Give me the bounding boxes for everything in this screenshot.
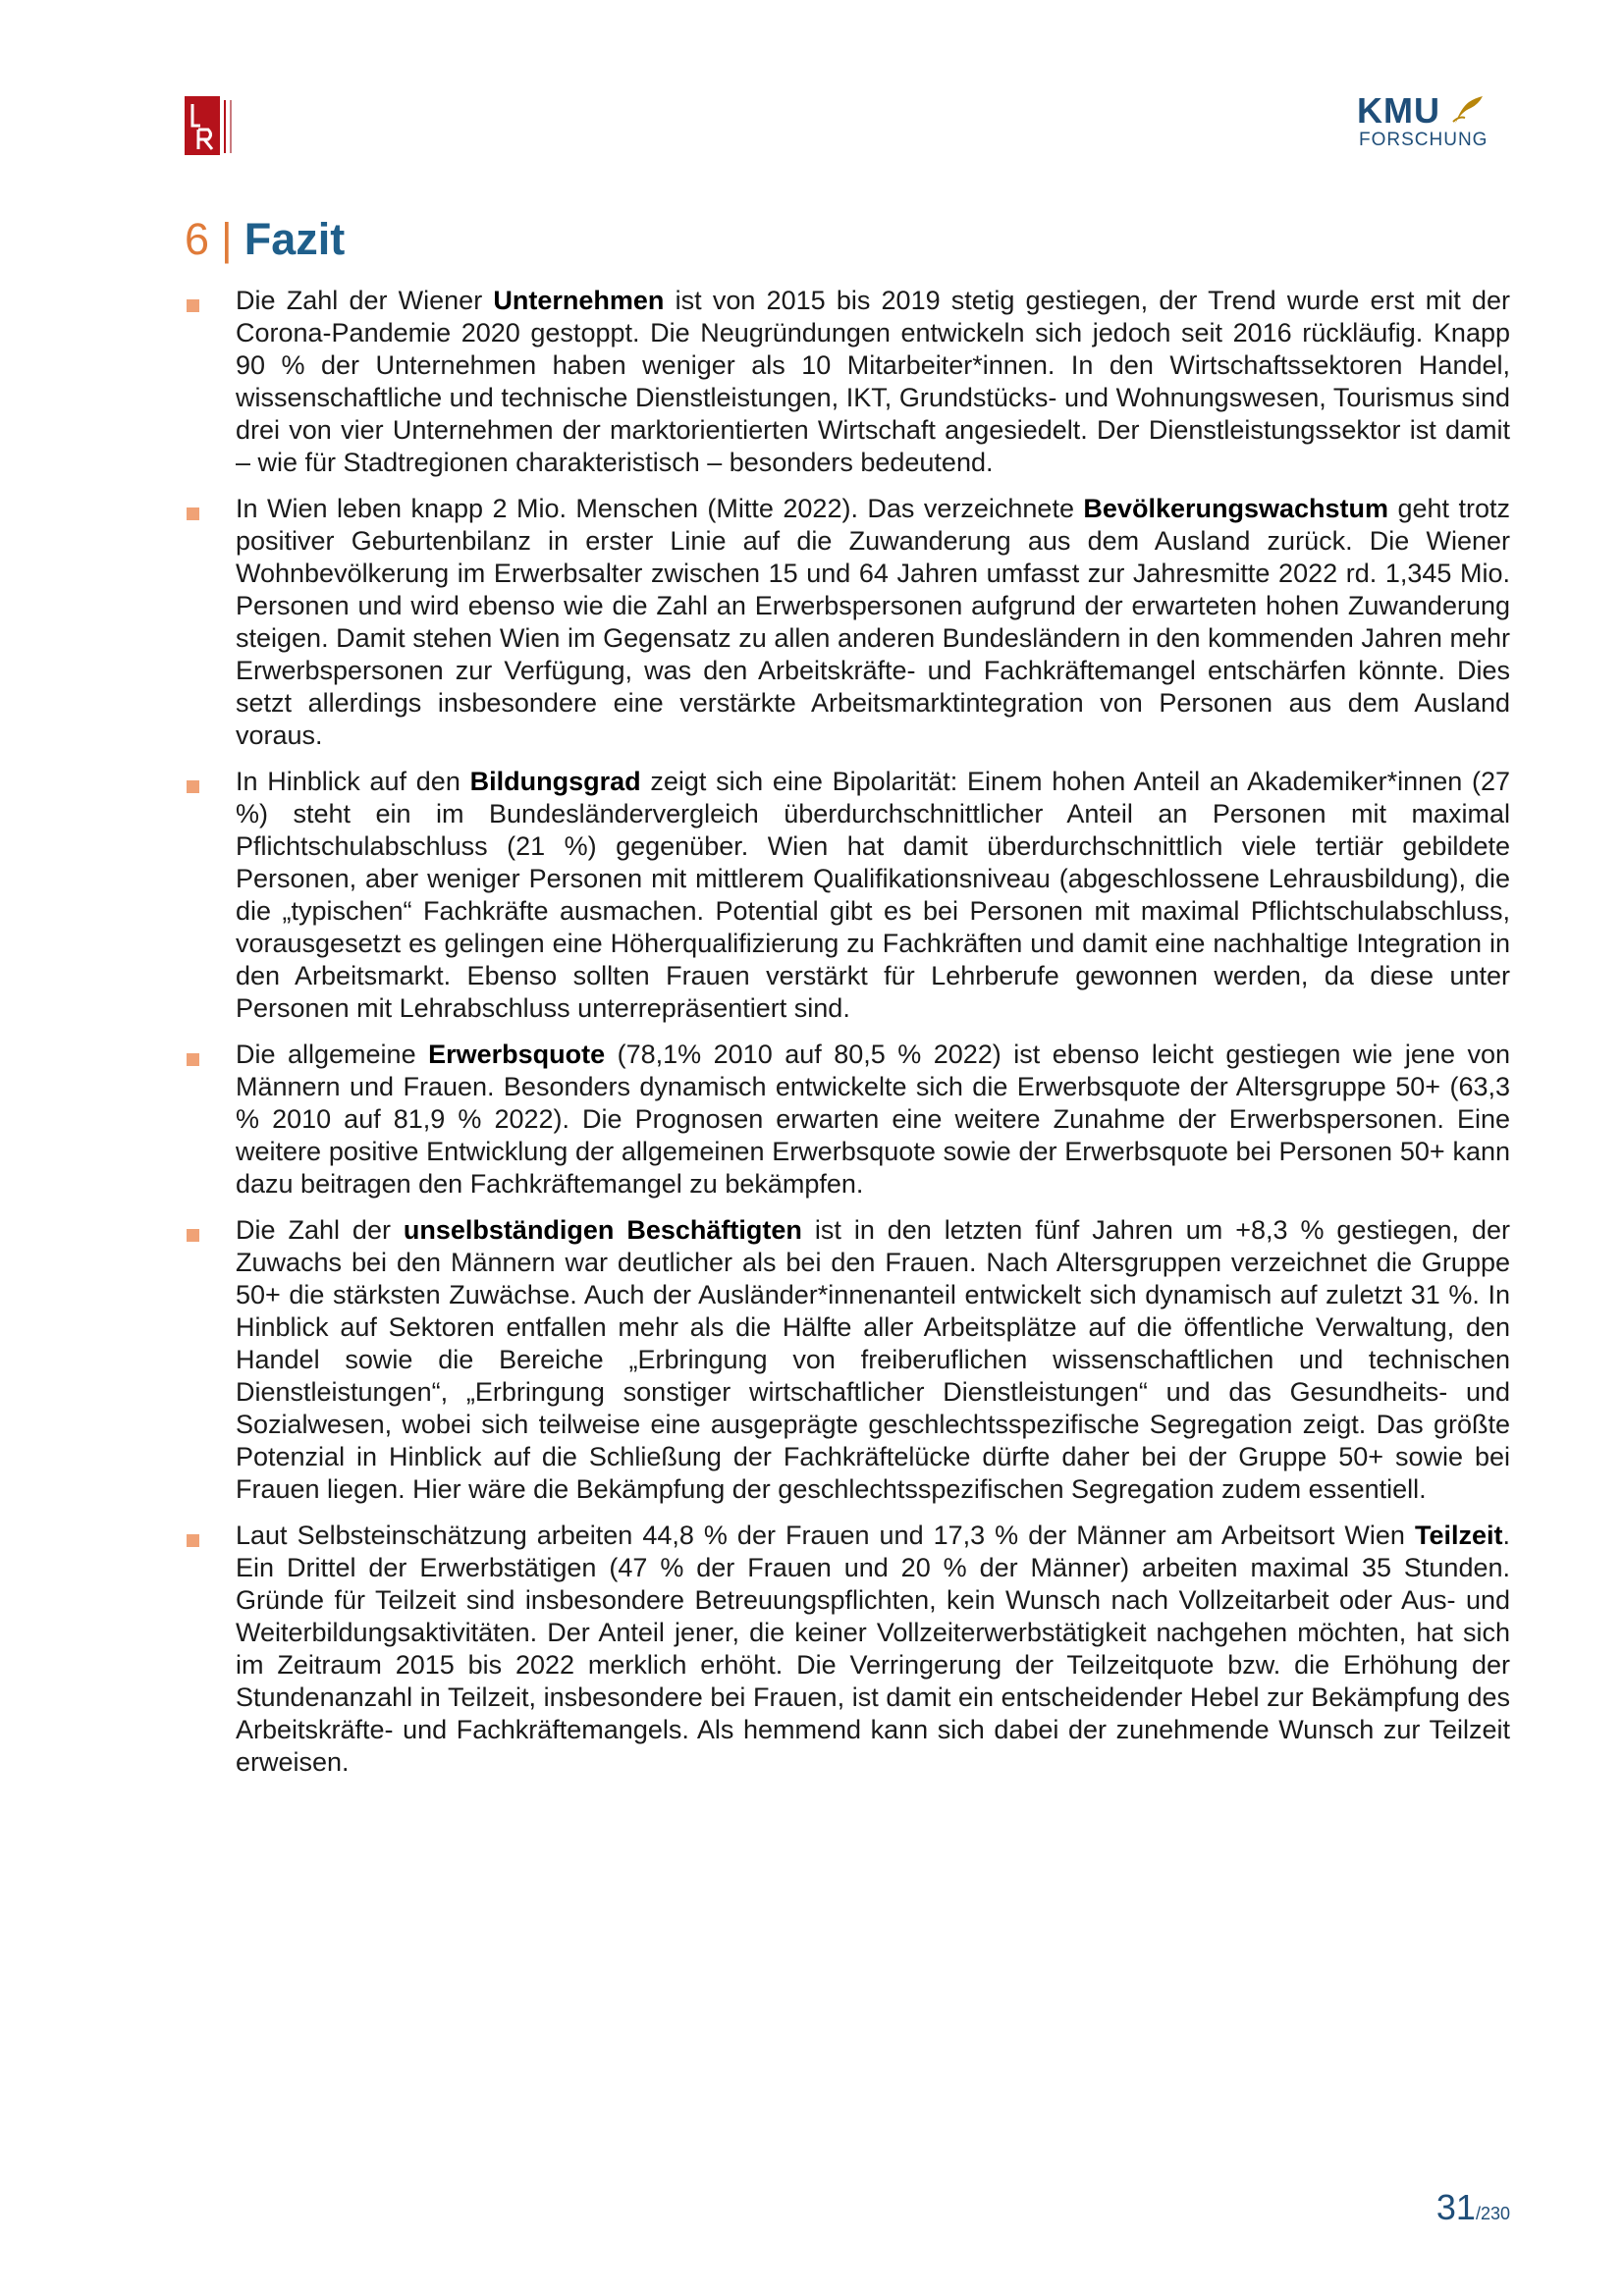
list-item bbox=[185, 766, 1510, 1025]
keyword: unselbständigen Beschäftigten bbox=[403, 1215, 802, 1245]
list-item bbox=[185, 285, 1510, 479]
square-bullet-icon bbox=[187, 1534, 199, 1547]
keyword: Bildungsgrad bbox=[469, 767, 641, 796]
list-item bbox=[185, 1039, 1510, 1201]
list-item bbox=[185, 1214, 1510, 1506]
page-title bbox=[185, 210, 345, 269]
square-bullet-icon bbox=[187, 780, 199, 793]
paragraph: Die Zahl der unselbständigen Beschäftigten ist in den letzten fünf Jahren um +8,3 % gestiegen, der Zuwachs bei den Männern war deutlicher als bei den Frauen. Nach Altersgruppen verzeichnet die Gruppe 50+ die stärksten Zuwächse. Auch der Ausländer*innenanteil entwickelt sich dynamisch auf zuletzt 31 %. In Hinblick auf Sektoren entfallen mehr als die Hälfte aller Arbeitsplätze auf die öffentliche Verwaltung, den Handel sowie die Bereiche „Erbringung von freiberuflichen wissenschaftlichen und technischen Dienstleistungen“, „Erbringung sonstiger wirtschaftlicher Dienstleistungen“ und das Gesundheits- und Sozialwesen, wobei sich teilweise eine ausgeprägte geschlechtsspezifische Segregation zeigt. Das größte Potenzial in Hinblick auf die Schließung der Fachkräftelücke dürfte daher bei der Gruppe 50+ sowie bei Frauen liegen. Hier wäre die Bekämpfung der geschlechtsspezifischen Segregation zudem essentiell. bbox=[236, 1215, 1510, 1504]
lr-logo-icon bbox=[185, 96, 240, 157]
keyword: Teilzeit bbox=[1414, 1521, 1503, 1550]
kmu-forschung-logo bbox=[1357, 90, 1489, 153]
section-separator: | bbox=[221, 214, 233, 264]
total-pages: /230 bbox=[1475, 2204, 1510, 2223]
keyword: Erwerbsquote bbox=[428, 1040, 606, 1069]
square-bullet-icon bbox=[187, 507, 199, 520]
leaf-icon bbox=[1451, 94, 1485, 126]
section-number: 6 bbox=[185, 214, 210, 264]
paragraph: Die allgemeine Erwerbsquote (78,1% 2010 auf 80,5 % 2022) ist ebenso leicht gestiegen wie jene von Männern und Frauen. Besonders dynamisch entwickelte sich die Erwerbsquote der Altersgruppe 50+ (63,3 % 2010 auf 81,9 % 2022). Die Prognosen erwarten eine weitere Zunahme der Erwerbspersonen. Eine weitere positive Entwicklung der allgemeinen Erwerbsquote sowie der Erwerbsquote bei Personen 50+ kann dazu beitragen den Fachkräftemangel zu bekämpfen. bbox=[236, 1040, 1510, 1199]
keyword: Bevölkerungswachstum bbox=[1083, 494, 1389, 523]
paragraph: Laut Selbsteinschätzung arbeiten 44,8 % der Frauen und 17,3 % der Männer am Arbeitsort Wien Teilzeit. Ein Drittel der Erwerbstätigen (47 % der Frauen und 20 % der Männer) arbeiten maximal 35 Stunden. Gründe für Teilzeit sind insbesondere Betreuungspflichten, kein Wunsch nach Vollzeitarbeit oder Aus- und Weiterbildungsaktivitäten. Der Anteil jener, die keiner Vollzeiterwerbstätigkeit nachgehen möchten, hat sich im Zeitraum 2015 bis 2022 merklich erhöht. Die Verringerung der Teilzeitquote bzw. die Erhöhung der Stundenanzahl in Teilzeit, insbesondere bei Frauen, ist damit ein entscheidender Hebel zur Bekämpfung des Arbeitskräfte- und Fachkräftemangels. Als hemmend kann sich dabei der zunehmende Wunsch zur Teilzeit erweisen. bbox=[236, 1521, 1510, 1777]
square-bullet-icon bbox=[187, 299, 199, 312]
list-item bbox=[185, 1520, 1510, 1779]
kmu-logo-subtitle: FORSCHUNG bbox=[1359, 130, 1489, 150]
square-bullet-icon bbox=[187, 1053, 199, 1066]
current-page: 31 bbox=[1435, 2187, 1476, 2227]
kmu-logo-text: KMU bbox=[1357, 90, 1440, 131]
paragraph: In Hinblick auf den Bildungsgrad zeigt sich eine Bipolarität: Einem hohen Anteil an Akademiker*innen (27 %) steht ein im Bundesländervergleich überdurchschnittlicher Anteil an Personen mit maximal Pflichtschulabschluss (21 %) gegenüber. Wien hat damit überdurchschnittlich viele tertiär gebildete Personen, aber weniger Personen mit mittlerem Qualifikationsniveau (abgeschlossene Lehrausbildung), die die „typischen“ Fachkräfte ausmachen. Potential gibt es bei Personen mit maximal Pflichtschulabschluss, vorausgesetzt es gelingen eine Höherqualifizierung zu Fachkräften und damit eine nachhaltige Integration in den Arbeitsmarkt. Ebenso sollten Frauen verstärkt für Lehrberufe gewonnen werden, da diese unter Personen mit Lehrabschluss unterrepräsentiert sind. bbox=[236, 767, 1510, 1023]
keyword: Unternehmen bbox=[493, 286, 665, 315]
paragraph: Die Zahl der Wiener Unternehmen ist von 2015 bis 2019 stetig gestiegen, der Trend wurde erst mit der Corona-Pandemie 2020 gestoppt. Die Neugründungen entwickeln sich jedoch seit 2016 rückläufig. Knapp 90 % der Unternehmen haben weniger als 10 Mitarbeiter*innen. In den Wirtschaftssektoren Handel, wissenschaftliche und technische Dienstleistungen, IKT, Grundstücks- und Wohnungswesen, Tourismus sind drei von vier Unternehmen der marktorientierten Wirtschaft angesiedelt. Der Dienstleistungssektor ist damit – wie für Stadtregionen charakteristisch – besonders bedeutend. bbox=[236, 286, 1510, 477]
bullet-list bbox=[185, 285, 1510, 1792]
page-number bbox=[1436, 2187, 1510, 2228]
paragraph: In Wien leben knapp 2 Mio. Menschen (Mitte 2022). Das verzeichnete Bevölkerungswachstum geht trotz positiver Geburtenbilanz in erster Linie auf die Zuwanderung aus dem Ausland zurück. Die Wiener Wohnbevölkerung im Erwerbsalter zwischen 15 und 64 Jahren umfasst zur Jahresmitte 2022 rd. 1,345 Mio. Personen und wird ebenso wie die Zahl an Erwerbspersonen aufgrund der erwarteten hohen Zuwanderung steigen. Damit stehen Wien im Gegensatz zu allen anderen Bundesländern in den kommenden Jahren mehr Erwerbspersonen zur Verfügung, was den Arbeitskräfte- und Fachkräftemangel entschärfen könnte. Dies setzt allerdings insbesondere eine verstärkte Arbeitsmarktintegration von Personen aus dem Ausland voraus. bbox=[236, 494, 1510, 750]
list-item bbox=[185, 493, 1510, 752]
square-bullet-icon bbox=[187, 1229, 199, 1242]
section-title: Fazit bbox=[244, 214, 346, 264]
